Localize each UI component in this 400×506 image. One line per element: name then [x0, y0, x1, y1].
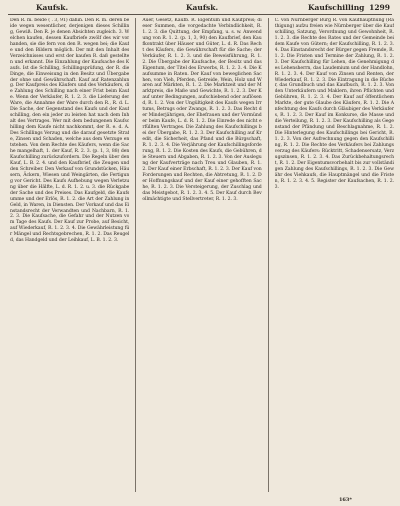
page-number: 1299: [369, 3, 390, 12]
signature-mark: 163*: [338, 497, 352, 503]
running-header: [8, 2, 392, 15]
text-column-right: C. von Nürnberger Burg R. von Kaufhauptnung (Rathigung) aufzu freien wie Nürnberger über die Kaufschilling, Satzung, Verordnung und Gewohnheit, R. 1. 2. 3. die Rechte des Rates und der Gemeinde bei dem Kaufe von Gütern; der Kaufschilling, R. 1. 2. 3. 4. Das Einstandsrecht der Bürger gegen Fremde, R. 1. 2. Die Fristen und Termine der Zahlung, R. 1. 2. 3. Der Kaufschilling für Lehen, die Genehmigung des Lehensherrn, das Laudemium und der Handlohn, R. 1. 2. 3. 4. Der Kauf von Zinsen und Renten, der Wiederkauf, R. 1. 2. 3. Die Eintragung in die Bücher, das Grundbuch und das Kaufbuch, R. 1. 2. 3. Von den Unterkäufern und Maklern, ihren Pflichten und Gebühren, R. 1. 2. 3. 4. Der Kauf auf öffentlichem Markte, der gute Glaube des Käufers, R. 1. 2. Die Anfechtung des Kaufs durch Gläubiger des Verkäufers, R. 1. 2. 3. Der Kauf im Konkurse, die Masse und die Verteilung, R. 1. 2. 3. Der Kaufschilling als Gegenstand der Pfändung und Beschlagnahme, R. 1. 2. Die Hinterlegung des Kaufschillings bei Gericht, R. 1. 2. 3. Von der Aufrechnung gegen den Kaufschilling, R. 1. 2. Die Rechte des Verkäufers bei Zahlungsverzug des Käufers: Rücktritt, Schadensersatz, Verzugszinsen, R. 1. 2. 3. 4. Das Zurückbehaltungsrecht, R. 1. 2. Der Eigentumsvorbehalt bis zur vollständigen Zahlung des Kaufschillings, R. 1. 2. 3. Die Gewähr des Viehkaufs, die Hauptmängel und die Fristen, R. 1. 2. 3. 4. 5. Register der Kaufsachen, R. 1. 2. 3.: [274, 18, 394, 190]
column-divider: [135, 18, 136, 492]
header-left-title: Kaufsk.: [36, 3, 69, 12]
header-right-title: Kaufschilling: [308, 3, 365, 12]
column-divider: [268, 18, 269, 492]
header-center-title: Kaufsk.: [186, 3, 219, 12]
text-column-left: Den R. m. beide ( . 3, 91) dahin. Den R. m. deren beide wegen wesentlicher, derjenigen dieses Schilling, Gewiß. Den R. je denen Absichten zugleich. 3. Welchen kaufen, dessen Kaufbriefe zwölf des wir vorhanden, sie die fern von den R. wegen bei; die Kaufe und den Bildern möglich. Der mit den Inhalt des Verzeichnisses und erst der kaufen R. daß gestellten und erkannt. Die Einzahlung der Kaufsache des Kaufs. Ist die Schilling, Schillingsprüfung, der R. die Dinge, die Einweisung in den Besitz und Übergabe der ohne und Gewährschaft. Kauf auf Ratenzahlung. Der Kaufpreis des Käufers und des Verkäufers, die Zahlung des Schilling nach einer Frist beim Kaufe. Wenn der Verkäufer, R. 1. 2. 3. die Lieferung der Ware, die Annahme der Ware durch den R., R. d. L. Die Sache, der Gegenstand des Kaufs und der Kaufschilling, den ein jeder zu leisten hat nach dem Inhalt des Vertrages. Wer mit dem bedungenen Kaufschilling dem Kaufe nicht nachkommt, der R. e. d. A. Des Schillings Verzug und die darauf gesetzte Strafe, Zinsen und Schaden, welche aus dem Verzuge entstehen. Von dem Rechte des Käufers, wenn die Sache mangelhaft, 1. der Kauf, R. 2. 3. (p. 1, 3, 88) den Kaufschilling zurückzufordern. Die Regeln über den Kauf, L. B. 2. 4. und den Kaufbrief, die Zeugen und den Schreiber. Den Verkauf von Grundstücken, Häusern, Äckern, Wiesen und Weingärten, die Fertigung vor Gericht. Des Kaufs Aufhebung wegen Verletzung über die Hälfte, L. d. R. 1. 2. u. 3. die Rückgabe der Sache und des Preises. Das Kaufgeld, die Kaufsumme und der Erlös, R. 1. 2. die Art der Zahlung in Geld, in Waren, in Diensten. Der Vorkauf und das Einstandsrecht der Verwandten und Nachbarn, R. 1. 2. 3. Die Kaufsache, die Gefahr und der Nutzen vom Tage des Kaufs. Der Kauf zur Probe, auf Besicht, auf Wiederkauf, R. 1. 2. 3. 4. Die Gewährleistung für Mängel und Rechtsgebrechen, R. 1. 2. Das Reugeld, das Handgeld und der Leihkauf, L. B. 1. 2. 3.: [10, 18, 130, 244]
text-body: [10, 18, 394, 492]
text-column-middle: Auer, Gesetz, Kaufb. R. Eigentum und Kaufpreis; dieser Summen, die vorgedachte Verbindlichkeit, R. 1. 2. 3. die Quittung, der Empfang, u. s. w. Anwendung von R. 1. 2. (p. 1, 3, 90) den Kaufbrief, den Kaufkontrakt über Häuser und Güter, L. d. R. Das Recht des Käufers, die Gewährschaft für die Sache; der Verkäufer, R. 1. 2. 3. und die Beweisführung, R. 1. 2. Die Übergabe der Kaufsache, der Besitz und das Eigentum, der Titel des Erwerbs, R. 1. 2. 3. 4. Die Kaufsumme in Raten. Der Kauf von beweglichen Sachen, von Vieh, Pferden, Getreide, Wein, Holz und Waren auf Märkten, R. 1. 2. Die Marktzeit und der Marktpreis, die Maße und Gewichte, R. 1. 2. 3. Der Kauf unter Bedingungen, aufschiebend oder auflösend, R. 1. 2. Von der Ungültigkeit des Kaufs wegen Irrtums, Betrugs oder Zwangs, R. 1. 2. 3. Das Recht der Minderjährigen, der Ehefrauen und der Vormünder beim Kaufe, L. d. R. 1. 2. Die Einrede des nicht erfüllten Vertrages. Die Zahlung des Kaufschillings bei der Übergabe, R. 1. 2. 3. Der Kaufschilling auf Kredit, die Sicherheit, das Pfand und die Bürgschaft, R. 1. 2. 3. 4. Die Verjährung der Kaufschillingsforderung, R. 1. 2. Die Kosten des Kaufs, die Gebühren, die Steuern und Abgaben, R. 1. 2. 3. Von der Auslegung der Kaufverträge nach Treu und Glauben, R. 1. 2. Der Kauf einer Erbschaft, R. 1. 2. 3. Der Kauf von Forderungen und Rechten, die Abtretung, R. 1. 2. Der Hoffnungskauf und der Kauf einer gehofften Sache, R. 1. 2. 3. Die Versteigerung, der Zuschlag und das Meistgebot, R. 1. 2. 3. 4. 5. Der Kauf durch Bevollmächtigte und Stellvertreter, R. 1. 2. 3.: [142, 18, 262, 202]
